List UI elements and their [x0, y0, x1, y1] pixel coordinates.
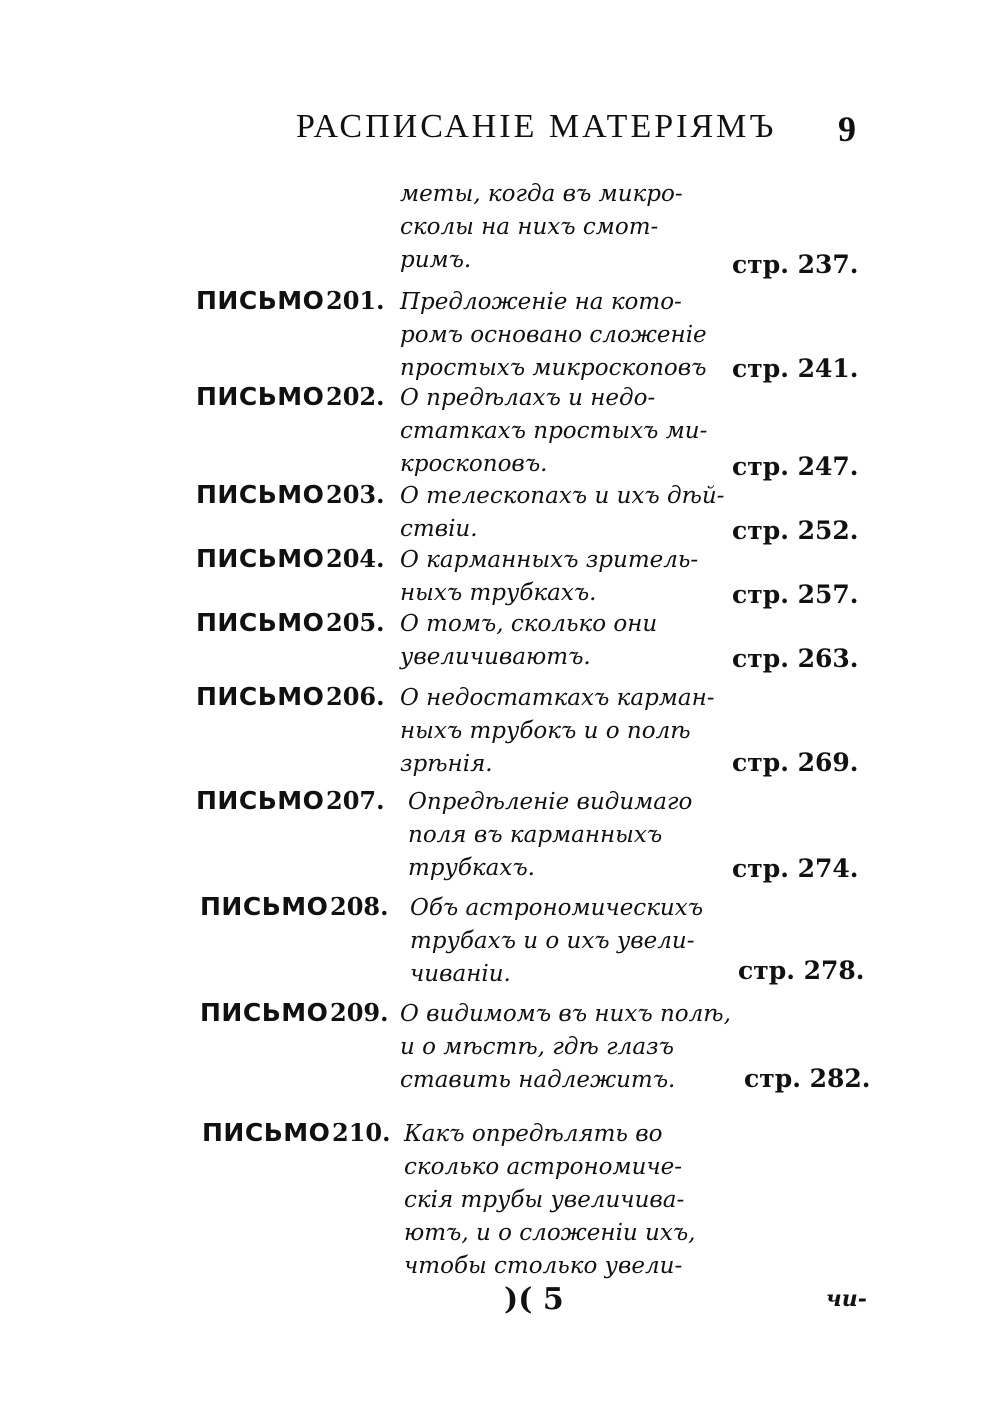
- entry-description: [400, 286, 730, 385]
- entry-label: ПИСЬМО: [200, 892, 329, 921]
- entry-number: 204.: [326, 544, 385, 573]
- entry-number: 201.: [326, 286, 385, 315]
- entry-number: 208.: [330, 892, 389, 921]
- entry-number: 209.: [330, 998, 389, 1027]
- entry-description-line: О телескопахъ и ихъ дѣй-: [400, 483, 725, 509]
- entry-description-line: ныхъ трубкахъ.: [400, 580, 597, 606]
- entry-description: [408, 786, 738, 885]
- entry-description-line: ставить надлежитъ.: [400, 1067, 676, 1093]
- entry-label: ПИСЬМО: [196, 382, 325, 411]
- entry-description-line: поля въ карманныхъ: [408, 822, 663, 848]
- entry-label: ПИСЬМО: [200, 998, 329, 1027]
- entry-description: [400, 178, 730, 277]
- entry-description-line: зрѣнія.: [400, 751, 493, 777]
- entry-label: ПИСЬМО: [196, 480, 325, 509]
- entry-description-line: скія трубы увеличива-: [404, 1187, 685, 1213]
- entry-description-line: О томъ, сколько они: [400, 611, 658, 637]
- entry-description-line: О карманныхъ зритель-: [400, 547, 699, 573]
- entry-description-line: меты, когда въ микро-: [400, 181, 683, 207]
- entry-page-ref: стр. 263.: [732, 644, 859, 673]
- entry-number: 202.: [326, 382, 385, 411]
- entry-number: 205.: [326, 608, 385, 637]
- entry-description-line: чиваніи.: [410, 961, 511, 987]
- entry-description: [400, 608, 730, 674]
- entry-description-line: ствіи.: [400, 516, 478, 542]
- entry-description-line: Опредѣленіе видимаго: [408, 789, 693, 815]
- entry-description-line: ныхъ трубокъ и о полѣ: [400, 718, 691, 744]
- entry-description-line: Предложеніе на кото-: [400, 289, 682, 315]
- entry-number: 206.: [326, 682, 385, 711]
- entry-label: ПИСЬМО: [196, 682, 325, 711]
- entry-description-line: сколы на нихъ смот-: [400, 214, 659, 240]
- entry-description: [400, 480, 730, 546]
- entry-page-ref: стр. 257.: [732, 580, 859, 609]
- entry-label: ПИСЬМО: [196, 286, 325, 315]
- entry-description-line: увеличиваютъ.: [400, 644, 591, 670]
- entry-number: 207.: [326, 786, 385, 815]
- entry-description-line: трубкахъ.: [408, 855, 535, 881]
- page-number: 9: [838, 109, 856, 149]
- entry-label: ПИСЬМО: [202, 1118, 331, 1147]
- entry-description-line: О предѣлахъ и недо-: [400, 385, 656, 411]
- entry-page-ref: стр. 274.: [732, 854, 859, 883]
- entry-page-ref: стр. 269.: [732, 748, 859, 777]
- entry-description-line: кроскоповъ.: [400, 451, 548, 477]
- entry-description-line: Объ астрономическихъ: [410, 895, 704, 921]
- entry-description-line: Какъ опредѣлять во: [404, 1121, 663, 1147]
- entry-page-ref: стр. 241.: [732, 354, 859, 383]
- entry-description-line: сколько астрономиче-: [404, 1154, 683, 1180]
- entry-description: [404, 1118, 734, 1283]
- entry-description: [410, 892, 740, 991]
- entry-description-line: и о мѣстѣ, гдѣ глазъ: [400, 1034, 674, 1060]
- entry-number: 210.: [332, 1118, 391, 1147]
- entry-description-line: чтобы столько увели-: [404, 1253, 683, 1279]
- entry-label: ПИСЬМО: [196, 608, 325, 637]
- entry-description: [400, 998, 730, 1097]
- entry-description-line: простыхъ микроскоповъ: [400, 355, 707, 381]
- entry-description-line: статкахъ простыхъ ми-: [400, 418, 708, 444]
- entry-description: [400, 682, 730, 781]
- entry-page-ref: стр. 278.: [738, 956, 865, 985]
- entry-description: [400, 382, 730, 481]
- entry-page-ref: стр. 282.: [744, 1064, 871, 1093]
- entry-page-ref: стр. 237.: [732, 250, 859, 279]
- running-header: РАСПИСАНІЕ МАТЕРІЯМЪ: [296, 108, 777, 145]
- entry-page-ref: стр. 252.: [732, 516, 859, 545]
- entry-description-line: О видимомъ въ нихъ полѣ,: [400, 1001, 731, 1027]
- entry-label: ПИСЬМО: [196, 786, 325, 815]
- entry-description-line: римъ.: [400, 247, 472, 273]
- entry-description-line: О недостаткахъ карман-: [400, 685, 715, 711]
- entry-description-line: трубахъ и о ихъ увели-: [410, 928, 695, 954]
- entry-label: ПИСЬМО: [196, 544, 325, 573]
- signature-mark: )( 5: [504, 1282, 564, 1317]
- entry-page-ref: стр. 247.: [732, 452, 859, 481]
- entry-description: [400, 544, 730, 610]
- entry-description-line: ютъ, и о сложеніи ихъ,: [404, 1220, 696, 1246]
- entry-description-line: ромъ основано сложеніе: [400, 322, 707, 348]
- entry-number: 203.: [326, 480, 385, 509]
- catchword: чи-: [826, 1286, 867, 1312]
